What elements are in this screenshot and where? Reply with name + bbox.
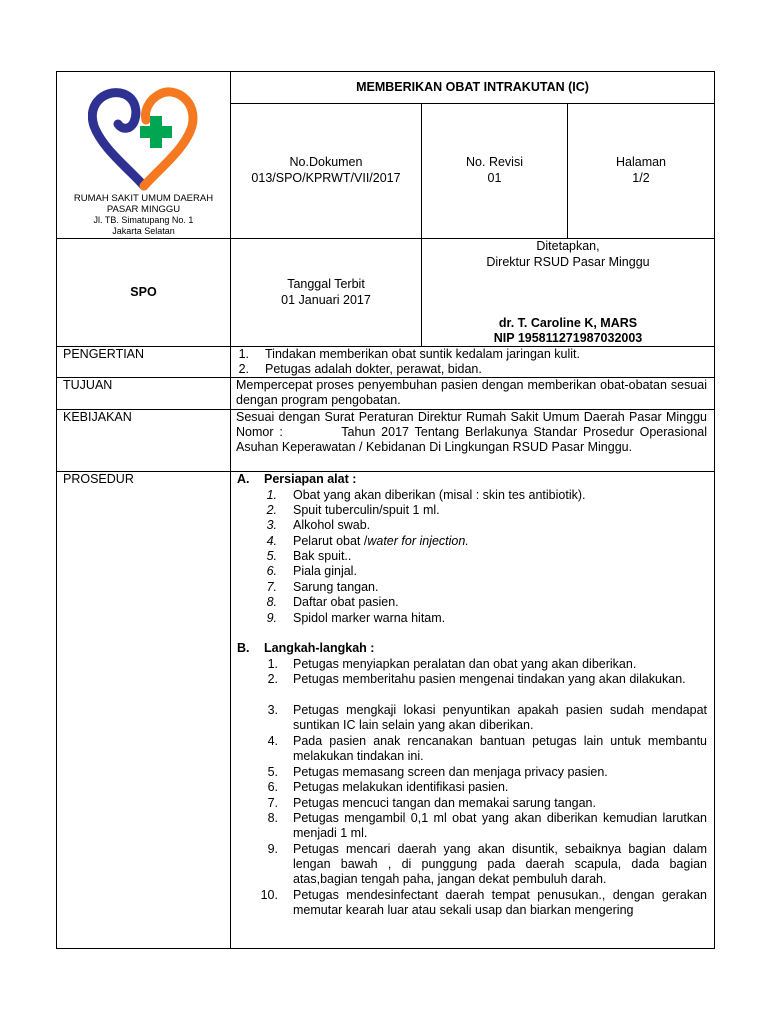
list-item: Petugas mengkaji lokasi penyuntikan apakah pasien sudah mendapat suntikan IC lain selain yang akan diberikan. [293,703,707,732]
list-item: Piala ginjal. [293,564,357,578]
list-number: 2. [238,362,249,376]
section-label-tujuan: TUJUAN [63,378,113,392]
page-label: Halaman [615,155,667,169]
list-number: 5. [266,549,277,563]
hospital-address-line2: Jakarta Selatan [112,226,175,236]
document-title: MEMBERIKAN OBAT INTRAKUTAN (IC) [356,80,589,94]
signer-nip: NIP 195811271987032003 [493,331,643,345]
list-item: Sarung tangan. [293,580,379,594]
list-item: Petugas memasang screen dan menjaga privacy pasien. [293,765,608,779]
approval-line2: Direktur RSUD Pasar Minggu [486,255,650,269]
list-number: 8. [267,811,278,825]
spo-label: SPO [130,285,157,299]
section-label-prosedur: PROSEDUR [63,472,134,486]
tujuan-text: Mempercepat proses penyembuhan pasien dengan memberikan obat-obatan sesuai dengan program pengobatan. [236,378,707,407]
list-number: 2. [267,672,278,686]
table-border-top [56,71,715,72]
section-divider-prosedur [56,471,715,472]
signer-name: dr. T. Caroline K, MARS [498,316,638,330]
list-number: 3. [267,703,278,717]
list-item-text: Pelarut obat / [293,534,368,548]
list-item: Tindakan memberikan obat suntik kedalam jaringan kulit. [265,347,580,361]
list-item: Obat yang akan diberikan (misal : skin tes antibiotik). [293,488,586,502]
list-item [293,534,469,549]
list-number: 4. [267,734,278,748]
list-item: Spidol marker warna hitam. [293,611,446,625]
hospital-name-line2: PASAR MINGGU [106,204,181,215]
hospital-name-line1: RUMAH SAKIT UMUM DAERAH [73,193,214,204]
list-item: Petugas mengambil 0,1 ml obat yang akan diberikan kemudian larutkan menjadi 1 ml. [293,811,707,840]
list-item: Bak spuit.. [293,549,352,563]
list-number: 1. [238,347,249,361]
section-label-pengertian: PENGERTIAN [63,347,145,361]
list-item: Petugas mencari daerah yang akan disuntik, sebaiknya bagian dalam lengan bawah , di punggung pada daerah scapula, dada bagian atas,bagian tengah paha, jangan dekat pembuluh darah. [293,842,707,886]
section-label-kebijakan: KEBIJAKAN [63,410,132,424]
title-divider [230,103,715,104]
list-number: 7. [266,580,277,594]
table-border-right [714,71,715,949]
list-number: 3. [266,518,277,532]
hospital-address-line1: Jl. TB. Simatupang No. 1 [93,215,194,225]
list-item: Petugas mendesinfectant daerah tempat penusukan., dengan gerakan memutar kearah luar atau sekali usap dan biarkan mengering [293,888,707,917]
doc-number-value: 013/SPO/KPRWT/VII/2017 [251,171,401,185]
table-border-left [56,71,57,949]
table-border-bottom [56,948,715,949]
approval-line1: Ditetapkan, [536,239,600,253]
subsection-letter-b: B. [237,641,250,655]
page-value: 1/2 [632,171,650,185]
label-column-divider [230,71,231,949]
list-number: 7. [267,796,278,810]
list-item: Petugas menyiapkan peralatan dan obat yang akan diberikan. [293,657,637,671]
hospital-heart-logo-icon [88,86,198,192]
kebijakan-text: Sesuai dengan Surat Peraturan Direktur Rumah Sakit Umum Daerah Pasar Minggu Nomor : Tahun 2017 Tentang Berlakunya Standar Prosedur Operasional Asuhan Keperawatan / Kebidanan Di Lingkungan RSUD Pasar Minggu. [236,410,711,454]
list-number: 6. [267,780,278,794]
list-item: Petugas melakukan identifikasi pasien. [293,780,509,794]
subsection-letter-a: A. [237,472,250,486]
list-item: Petugas memberitahu pasien mengenai tindakan yang akan dilakukan. [293,672,686,686]
list-item: Petugas adalah dokter, perawat, bidan. [265,362,482,376]
list-number: 9. [266,611,277,625]
issue-date-label: Tanggal Terbit [287,277,365,291]
doc-number-label: No.Dokumen [289,155,363,169]
list-number: 4. [266,534,277,548]
list-item: Daftar obat pasien. [293,595,399,609]
subsection-title-persiapan: Persiapan alat : [264,472,357,486]
list-item: Spuit tuberculin/spuit 1 ml. [293,503,440,517]
list-number: 8. [266,595,277,609]
list-number: 1. [266,488,277,502]
list-item-italic: water for injection. [367,534,469,548]
list-number: 9. [267,842,278,856]
list-item: Petugas mencuci tangan dan memakai sarung tangan. [293,796,596,810]
list-number: 2. [266,503,277,517]
list-number: 6. [266,564,277,578]
header-col-divider-1 [421,103,422,347]
list-number: 1. [267,657,278,671]
revision-value: 01 [487,171,502,185]
issue-date-value: 01 Januari 2017 [281,293,371,307]
list-item: Alkohol swab. [293,518,371,532]
revision-label: No. Revisi [466,155,523,169]
list-number: 10. [260,888,278,902]
list-item: Pada pasien anak rencanakan bantuan petugas lain untuk membantu melakukan tindakan ini. [293,734,707,763]
list-number: 5. [267,765,278,779]
subsection-title-langkah: Langkah-langkah : [264,641,375,655]
